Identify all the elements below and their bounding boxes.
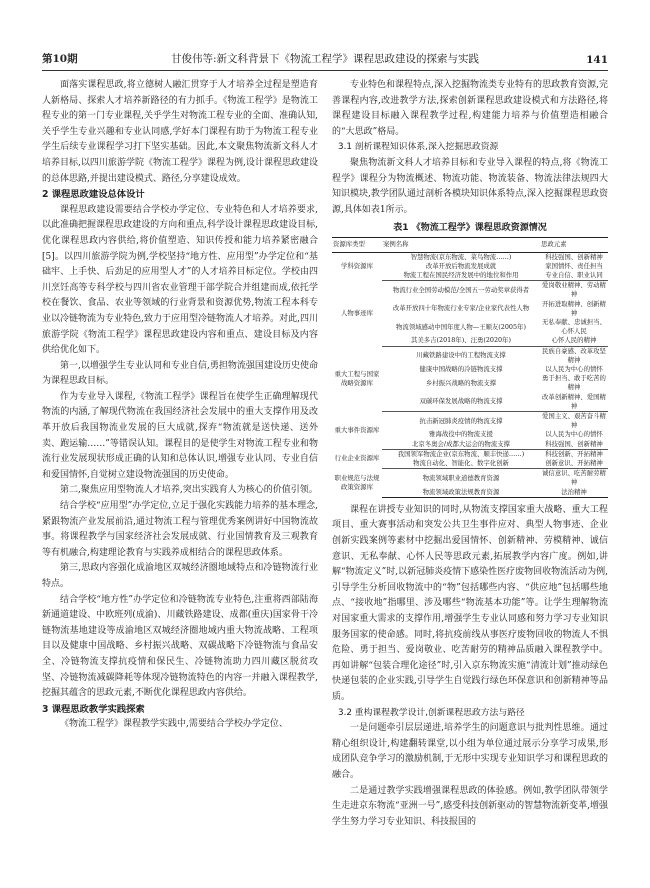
case-name-cell: 改革开放后物流发展成就 [425, 261, 497, 270]
resource-type-cell: 行业企业资源库 [334, 454, 380, 463]
case-name-cell: 雅海战役中的物流支援 [429, 430, 493, 439]
resource-type-cell: 人物事迹库 [341, 308, 373, 317]
ideology-element-cell: 无私奉献、忠诚担当、心怀人民 [542, 317, 606, 336]
case-name-cell: 川藏铁路建设中的工程物流支撑 [416, 351, 506, 360]
ideology-element-cell: 改革创新精神、爱国精神 [540, 393, 608, 412]
paragraph: 第三,思政内容强化成渝地区双城经济圈地域特点和冷链物流行业特点。 [42, 563, 318, 589]
case-name-cell: 物流自动化、智能化、数字化创新 [382, 459, 540, 469]
table-header: 思政元素 [540, 238, 608, 252]
case-name-cell: 智慧物流(京东物流、菜鸟物流……) [410, 252, 512, 261]
case-name-cell: 双碳环保发展战略的物流支撑 [382, 393, 540, 412]
case-name-cell: 物流领域感动中国年度人物—王顺友(2005年) [396, 322, 526, 331]
case-name-cell: 北京冬奥会/成都大运会的物流支撑 [382, 440, 540, 450]
paragraph: 面落实课程思政,将立德树人融汇贯穿于人才培养全过程是塑造育人新格局、探索人才培养新路径的有力抓手。《物流工程学》是物流工程专业的第一门专业课程,关乎学生对物流工程专业的全面、准确认知,关乎学生专业兴趣和专业认同感,学好本门课程有助于为物流工程专业学生后续专业课程学习打下坚实基础。因此,本文聚焦物流新文科人才培养目标,以四川旅游学院《物流工程学》课程为例,设计课程思政建设的总体思路,并提出建设模式、路径,分享建设成效。 [42, 80, 318, 184]
ideology-element-cell: 科技强国、创新精神 [540, 440, 608, 450]
ideology-element-cell: 心怀人民的精神 [540, 336, 608, 346]
issue-number: 第10期 [42, 53, 78, 65]
paragraph: 作为专业导入课程,《物流工程学》课程旨在使学生正确理解现代物流的内涵,了解现代物流在我国经济社会发展中的重大支撑作用及改革开放后我国物流业发展的巨大成就,探弃“物流就是送快递、送外卖、跑运输……”等错误认知。课程目的是使学生对物流工程专业和物流行业发展现状形成正确的认知和总体认识,增强专业认同、专业自信和爱国情怀,自觉树立建设物流强国的历史使命。 [42, 391, 318, 480]
paragraph: 二是通过教学实践增强课程思政的体验感。例如,教学团队带领学生走进京东物流“亚洲一号”,感受科技创新驱动的智慧物流新变革,增强学生努力学习专业知识、科技报国的 [332, 785, 608, 827]
ideology-element-cell: 民族自豪感、改革攻坚精神 [542, 346, 606, 364]
table-row [332, 346, 608, 365]
ideology-element-cell: 科技创新、开拓精神 [545, 449, 603, 458]
ideology-element-cell: 爱岗敬业精神、劳动精神 [542, 281, 606, 299]
resource-type-cell: 重大工程与国家战略资源库 [334, 369, 380, 387]
paragraph: 《物流工程学》课程教学实践中,需要结合学校办学定位、 [60, 719, 288, 730]
resource-type-cell: 重大事件资源库 [334, 425, 380, 434]
case-name-cell: 物流领域政策法规教育资源 [382, 488, 540, 498]
resource-table [332, 237, 608, 497]
table-row [332, 469, 608, 488]
table-row [332, 252, 608, 262]
table-body [332, 252, 608, 497]
case-name-cell: 物流行业全国劳动模范/全国五一劳动奖章获得者 [392, 285, 530, 294]
case-name-cell: 其美多吉(2018年)、汪勇(2020年) [382, 336, 540, 346]
ideology-element-cell: 家国情怀、责任担当 [545, 261, 603, 270]
page-number: 141 [586, 54, 608, 66]
case-name-cell: 乡村振兴战略的物流支撑 [425, 378, 497, 387]
ideology-element-cell: 科技强国、创新精神 [545, 252, 603, 261]
ideology-element-cell: 勇于担当、敢于吃苦的精神 [542, 374, 606, 392]
case-name-cell: 抗击新冠肺炎疫情的物流支撑 [419, 416, 503, 425]
running-title: 甘俊伟等:新文科背景下《物流工程学》课程思政建设的探索与实践 [170, 53, 480, 65]
table-row [332, 281, 608, 300]
case-name-cell: 改革开放四十年物流行业专家/企业家代表性人物 [392, 304, 530, 313]
table-header: 资源库类型 [332, 238, 382, 252]
case-name-cell: 物流领域职业道德教育资源 [422, 473, 500, 482]
right-column [332, 78, 608, 830]
case-name-cell: 我国领军物流企业(京东物流、顺丰快递……) [397, 449, 525, 458]
left-column [42, 78, 318, 733]
running-header [42, 50, 608, 66]
paragraph: 结合学校“地方性”办学定位和冷链物流专业特色,注重将西部陆海新通道建设、中欧班列(成渝)、川藏铁路建设、成都(重庆)国家骨干冷链物流基地建设等成渝地区双城经济圈地域内重大物流战略、工程项目以及健康中国战略、乡村振兴战略、双碳战略下冷链物流与食品安全、冷链物流支撑抗疫情和保民生、冷链物流助力四川藏区脱贫攻坚、冷链物流减碳降耗等体现冷链物流特色的内容一并融入课程教学,挖掘其蕴含的思政元素,不断优化课程思政内容供给。 [42, 594, 318, 699]
subsection-heading-3-1: 3.1 剖析课程知识体系,深入挖掘思政资源 [338, 142, 499, 153]
paragraph: 结合学校“应用型”办学定位,立足于强化实践能力培养的基本理念,紧跟物流产业发展前沿,通过物流工程与管理优秀案例讲好中国物流故事。将课程教学与国家经济社会发展成就、行业国情教育及三观教育等有机融合,构建理论教育与实践养成相结合的课程思政体系。 [42, 501, 318, 558]
ideology-element-cell: 创新意识、开拓精神 [540, 459, 608, 469]
resource-type-cell: 学科资源库 [341, 262, 373, 270]
ideology-element-cell: 以人民为中心的情怀 [545, 430, 603, 439]
paragraph: 课程在讲授专业知识的同时,从物流支撑国家重大战略、重大工程项目、重大赛事活动和突发公共卫生事件应对、典型人物事迹、企业创新实践案例等素材中挖掘出爱国情怀、创新精神、劳模精神、诚信意识、无私奉献、心怀人民等思政元素,拓展教学内容广度。例如,讲解“物流定义”时,以新冠肺炎疫情下感染性医疗废物回收物流活动为例,引导学生分析回收物流中的“物”包括哪些内容、“供应地”包括哪些地点、“接收地”指哪里、涉及哪些“物流基本功能”等。让学生理解物流对国家重大需求的支撑作用,增强学生专业认同感和努力学习专业知识服务国家的使命感。同时,将抗疫前线从事医疗废物回收的物流人不惧危险、勇于担当、爱岗敬业、吃苦耐劳的精神品质融入课程教学中。再如讲解“包装合理化途径”时,引入京东物流实施“清流计划”推动绿色快递包装的企业实践,引导学生自觉践行绿色环保意识和创新精神等品质。 [332, 504, 608, 702]
table-row [332, 449, 608, 459]
section-heading-3: 3 课程思政教学实践探索 [42, 703, 145, 715]
ideology-element-cell: 诚信意识、吃苦耐劳精神 [542, 469, 606, 487]
subsection-heading-3-2: 3.2 重构课程教学设计,创新课程思政方法与路径 [338, 707, 525, 718]
ideology-element-cell: 法治精神 [540, 488, 608, 498]
table-caption: 表1 《物流工程学》课程思政资源情况 [393, 223, 547, 234]
ideology-element-cell: 以人民为中心的情怀 [545, 364, 603, 373]
paragraph: 课程思政建设需要结合学校办学定位、专业特色和人才培养要求,以此准确把握课程思政建设的方向和重点,科学设计课程思政建设目标,优化课程思政内容供给,将价值塑造、知识传授和能力培养紧密融合[5]。以四川旅游学院为例,学校坚持“地方性、应用型”办学定位和“基础牢、上手快、后劲足的应用型人才”的人才培养目标定位。学校由四川烹饪高等专科学校与四川省农业管理干部学院合并组建而成,依托学校在餐饮、食品、农业等领域的行业背景和资源优势,物流工程本科专业以冷链物流为专业特色,致力于应用型冷链物流人才培养。对此,四川旅游学院《物流工程学》课程思政建设内容和重点、建设目标及内容供给优化如下。 [42, 204, 318, 356]
paragraph: 第二,聚焦应用型物流人才培养,突出实践育人为核心的价值引领。 [60, 485, 318, 496]
case-name-cell: 物流工程在国民经济发展中的地位和作用 [382, 271, 540, 281]
paragraph: 专业特色和课程特点,深入挖掘物流类专业特有的思政教育资源,完善课程内容,改进教学方法,探索创新课程思政建设模式和方法路径,将课程建设目标融入课程教学过程,构建能力培养与价值塑造相融合的“大思政”格局。 [332, 80, 608, 137]
paragraph: 第一,以增强学生专业认同和专业自信,勇担物流强国建设历史使命为课程思政目标。 [42, 360, 318, 387]
table-header: 案例名称 [382, 238, 540, 252]
ideology-element-cell: 专业自信、职业认同 [540, 271, 608, 281]
ideology-element-cell: 开拓进取精神、创新精神 [542, 299, 606, 317]
paragraph: 聚焦物流新文科人才培养目标和专业导入课程的特点,将《物流工程学》课程分为物流概述、物流功能、物流装备、物流法律法规四大知识模块,教学团队通过剖析各模块知识体系特点,深入挖掘课程思政资源,具体如表1所示。 [332, 157, 608, 215]
header-rule [42, 70, 608, 71]
section-heading-2: 2 课程思政建设总体设计 [42, 189, 145, 201]
resource-type-cell: 职业规范与法规政策资源库 [334, 473, 380, 492]
table-row [332, 412, 608, 431]
ideology-element-cell: 爱国主义、艰苦奋斗精神 [542, 412, 606, 430]
case-name-cell: 健康中国战略的冷链物流支撑 [419, 364, 503, 373]
paragraph: 一是问题牵引层层递进,培养学生的问题意识与批判性思维。通过精心组织设计,构建翻转课堂,以小组为单位通过展示分享学习成果,形成团队竞争学习的激励机制,于无形中实现专业知识学习和课程思政的融合。 [332, 723, 608, 780]
